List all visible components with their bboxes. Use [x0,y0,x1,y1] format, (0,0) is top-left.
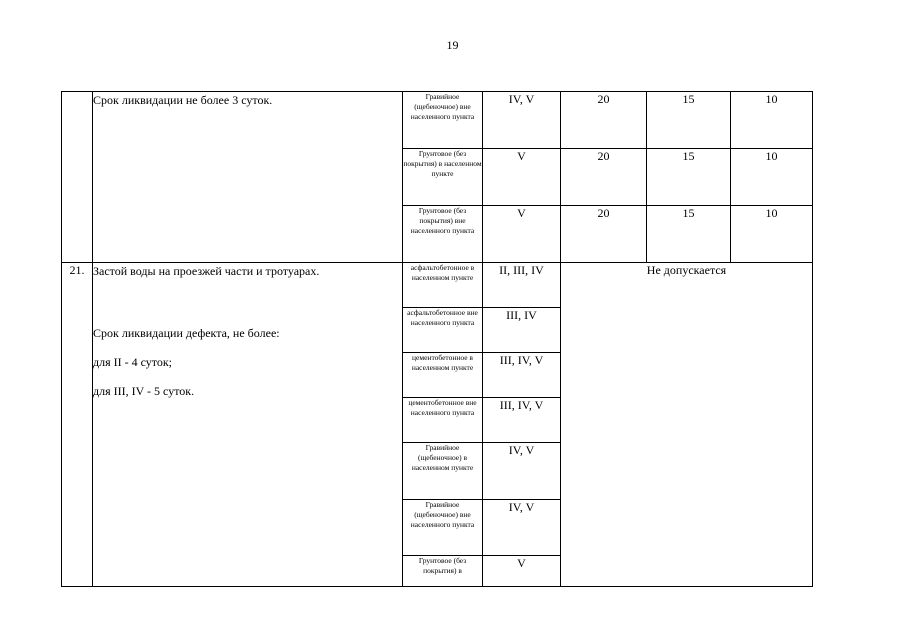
value-cell: 10 [731,92,813,149]
category-cell: II, III, IV [483,263,561,308]
category-cell: III, IV [483,308,561,353]
term-line: для II - 4 суток; [93,355,173,369]
value-cell: 15 [647,149,731,206]
value-cell: 20 [561,206,647,263]
road-type-cell: цементобетонное вне населенного пункта [403,398,483,443]
category-cell: IV, V [483,500,561,556]
category-cell: IV, V [483,443,561,500]
category-cell: III, IV, V [483,398,561,443]
value-cell: 15 [647,92,731,149]
category-cell: V [483,206,561,263]
road-type-cell: асфальтобетонное в населенном пункте [403,263,483,308]
page-number: 19 [446,38,459,52]
item-number-cell [62,92,93,263]
table-row [62,263,813,308]
road-type-cell: Грунтовое (без покрытия) вне населенного пункта [403,206,483,263]
item-number-cell: 21. [62,263,93,587]
term-text: Срок ликвидации не более 3 суток. [93,93,273,107]
value-cell: 10 [731,149,813,206]
description-cell [93,263,403,587]
road-type-cell: Гравийное (щебеночное) в населенном пункте [403,443,483,500]
value-cell: 15 [647,206,731,263]
value-cell: 20 [561,149,647,206]
road-type-cell: цементобетонное в населенном пункте [403,353,483,398]
road-type-cell: асфальтобетонное вне населенного пункта [403,308,483,353]
term-heading: Срок ликвидации дефекта, не более: [93,326,280,340]
road-type-cell: Гравийное (щебеночное) вне населенного пункта [403,500,483,556]
category-cell: III, IV, V [483,353,561,398]
not-allowed-cell: Не допускается [561,263,813,587]
table-row [62,92,813,149]
road-type-cell: Грунтовое (без покрытия) в [403,556,483,587]
category-cell: V [483,149,561,206]
road-type-cell: Грунтовое (без покрытия) в населенном пункте [403,149,483,206]
requirements-table [61,91,813,587]
value-cell: 10 [731,206,813,263]
category-cell: IV, V [483,92,561,149]
category-cell: V [483,556,561,587]
description-cell [93,92,403,263]
value-cell: 20 [561,92,647,149]
term-line: для III, IV - 5 суток. [93,384,195,398]
defect-title: Застой воды на проезжей части и тротуарах. [93,264,320,278]
road-type-cell: Гравийное (щебеночное) вне населенного пункта [403,92,483,149]
